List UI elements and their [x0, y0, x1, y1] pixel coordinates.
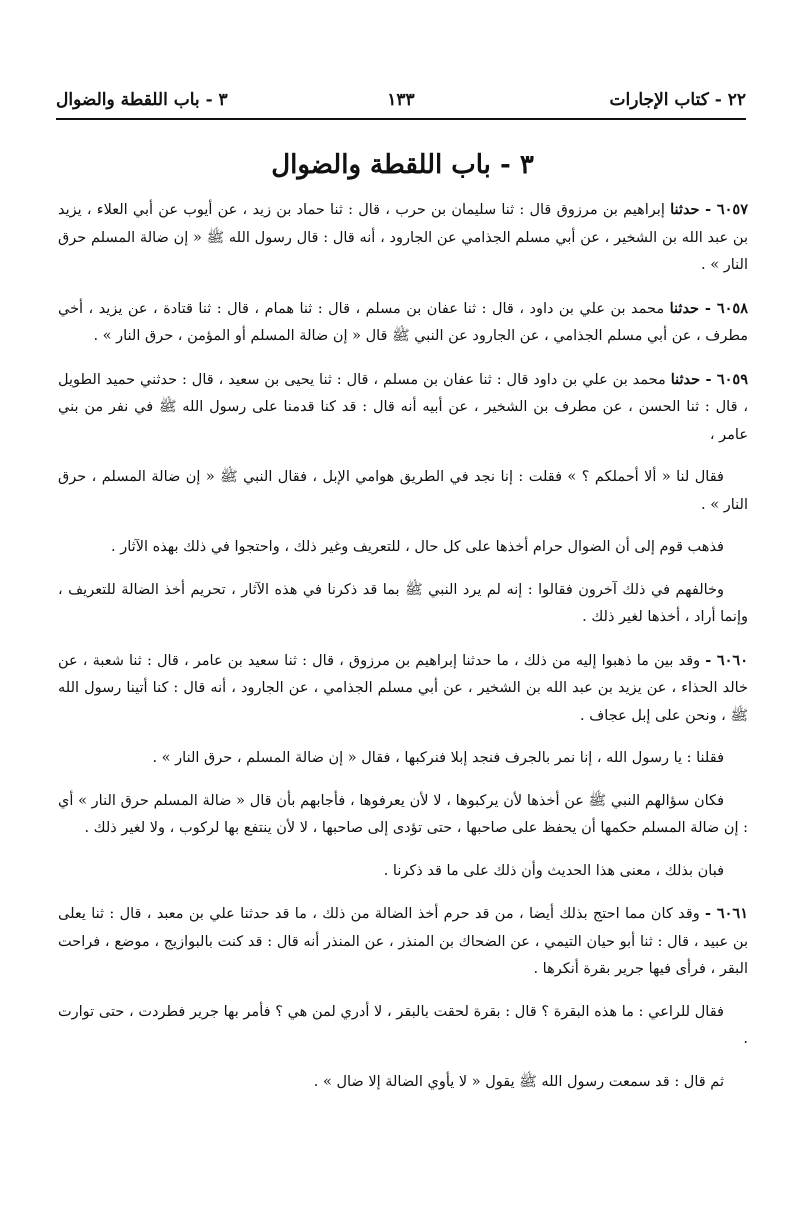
paragraph-text: وقد كان مما احتج بذلك أيضا ، من قد حرم أخذ الضالة من ذلك ، ما قد حدثنا علي بن معبد ، قال : ثنا يعلى بن عبيد ، قال : ثنا أبو حيان التيمي ، عن الضحاك بن المنذر ، عن المنذر أنه قال : قد كنت بالبوازيج ، موضع ، فراحت البقر ، فرأى فيها جرير بقرة أنكرها . [58, 906, 748, 977]
paragraph [58, 1069, 748, 1097]
paragraph-text: فبان بذلك ، معنى هذا الحديث وأن ذلك على ما قد ذكرنا . [383, 862, 724, 879]
paragraph-text: فذهب قوم إلى أن الضوال حرام أخذها على كل حال ، للتعريف وغير ذلك ، واحتجوا في ذلك بهذه الآثار . [111, 539, 724, 555]
paragraph-text: فقلنا : يا رسول الله ، إنا نمر بالجرف فنجد إبلا فنركبها ، فقال « إن ضالة المسلم ، حرق النار » . [152, 750, 724, 766]
paragraph-text: وخالفهم في ذلك آخرون فقالوا : إنه لم يرد النبي ﷺ بما قد ذكرنا في هذه الآثار ، تحريم أخذ الضالة للتعريف ، وإنما أراد ، أخذها لغير ذلك . [58, 581, 748, 625]
paragraph [58, 999, 748, 1054]
hadith-6059 [58, 366, 748, 450]
paragraph [58, 788, 748, 843]
chapter-title: ٣ - باب اللقطة والضوال [271, 150, 534, 180]
body-text [58, 196, 748, 1111]
paragraph [58, 577, 748, 632]
hadith-6058 [58, 295, 748, 351]
paragraph-text: فقال لنا « ألا أحملكم ؟ » فقلت : إنا نجد في الطريق هوامي الإبل ، فقال النبي ﷺ « إن ضالة المسلم ، حرق النار » . [58, 469, 748, 513]
hadith-6057 [58, 196, 748, 280]
hadith-6061 [58, 900, 748, 984]
paragraph-text: وقد بين ما ذهبوا إليه من ذلك ، ما حدثنا إبراهيم بن مرزوق ، قال : ثنا سعيد بن عامر ، قال : ثنا شعبة ، عن خالد الحذاء ، عن يزيد بن عبد الله بن الشخير ، عن أبي مسلم الجذامي ، عن الجارود ، أنه قال : كنا أتينا رسول الله ﷺ ، ونحن على إبل عجاف . [58, 652, 748, 724]
hadith-number: ٦٠٦١ - [705, 905, 748, 922]
paragraph-text: محمد بن علي بن داود ، قال : ثنا عفان بن مسلم ، قال : ثنا همام ، قال : ثنا قتادة ، عن يزيد ، أخي مطرف ، عن أبي مسلم الجذامي ، عن الجارود عن النبي ﷺ قال « إن ضالة المسلم أو المؤمن ، حرق النار » . [58, 300, 748, 344]
paragraph-text: محمد بن علي بن داود قال : ثنا عفان بن مسلم ، قال : ثنا يحيى بن سعيد ، قال : حدثني حميد الطويل ، قال : ثنا الحسن ، عن مطرف بن الشخير ، عن أبيه أنه قال : قد كنا قدمنا على رسول الله ﷺ في نفر من بني عامر ، [58, 371, 748, 443]
hadith-number: ٦٠٥٧ - حدثنا [670, 201, 749, 218]
hadith-number: ٦٠٥٩ - حدثنا [670, 370, 748, 388]
paragraph [58, 745, 748, 773]
paragraph [58, 464, 748, 519]
header-book-title: ٢٢ - كتاب الإجارات [609, 90, 746, 110]
running-header [56, 88, 746, 120]
paragraph-text: فكان سؤالهم النبي ﷺ عن أخذها لأن يركبوها ، لا لأن يعرفوها ، فأجابهم بأن قال « ضالة المسلم حرق النار » أي : إن ضالة المسلم حكمها أن يحفظ على صاحبها ، حتى تؤدى إلى صاحبها ، لا لأن ينتفع بها لركوب ، ولا لغير ذلك . [58, 792, 748, 836]
paragraph-text: إبراهيم بن مرزوق قال : ثنا سليمان بن حرب ، قال : ثنا حماد بن زيد ، عن أيوب عن أبي العلاء ، يزيد بن عبد الله بن الشخير ، عن أبي مسلم الجذامي عن الجارود ، أنه قال : قال رسول الله ﷺ « إن ضالة المسلم حرق النار » . [58, 202, 748, 273]
paragraph-text: ثم قال : قد سمعت رسول الله ﷺ يقول « لا يأوي الضالة إلا ضال » . [313, 1073, 724, 1090]
hadith-number: ٦٠٦٠ - [705, 651, 748, 669]
paragraph [58, 534, 748, 562]
header-chapter: ٣ - باب اللقطة والضوال [56, 90, 228, 110]
paragraph [58, 858, 748, 886]
page-number: ١٣٣ [387, 90, 415, 110]
hadith-number: ٦٠٥٨ - حدثنا [669, 299, 749, 317]
paragraph-text: فقال للراعي : ما هذه البقرة ؟ قال : بقرة لحقت بالبقر ، لا أدري لمن هي ؟ فأمر بها جرير فطردت ، حتى توارت . [58, 1003, 748, 1047]
hadith-6060 [58, 647, 748, 731]
